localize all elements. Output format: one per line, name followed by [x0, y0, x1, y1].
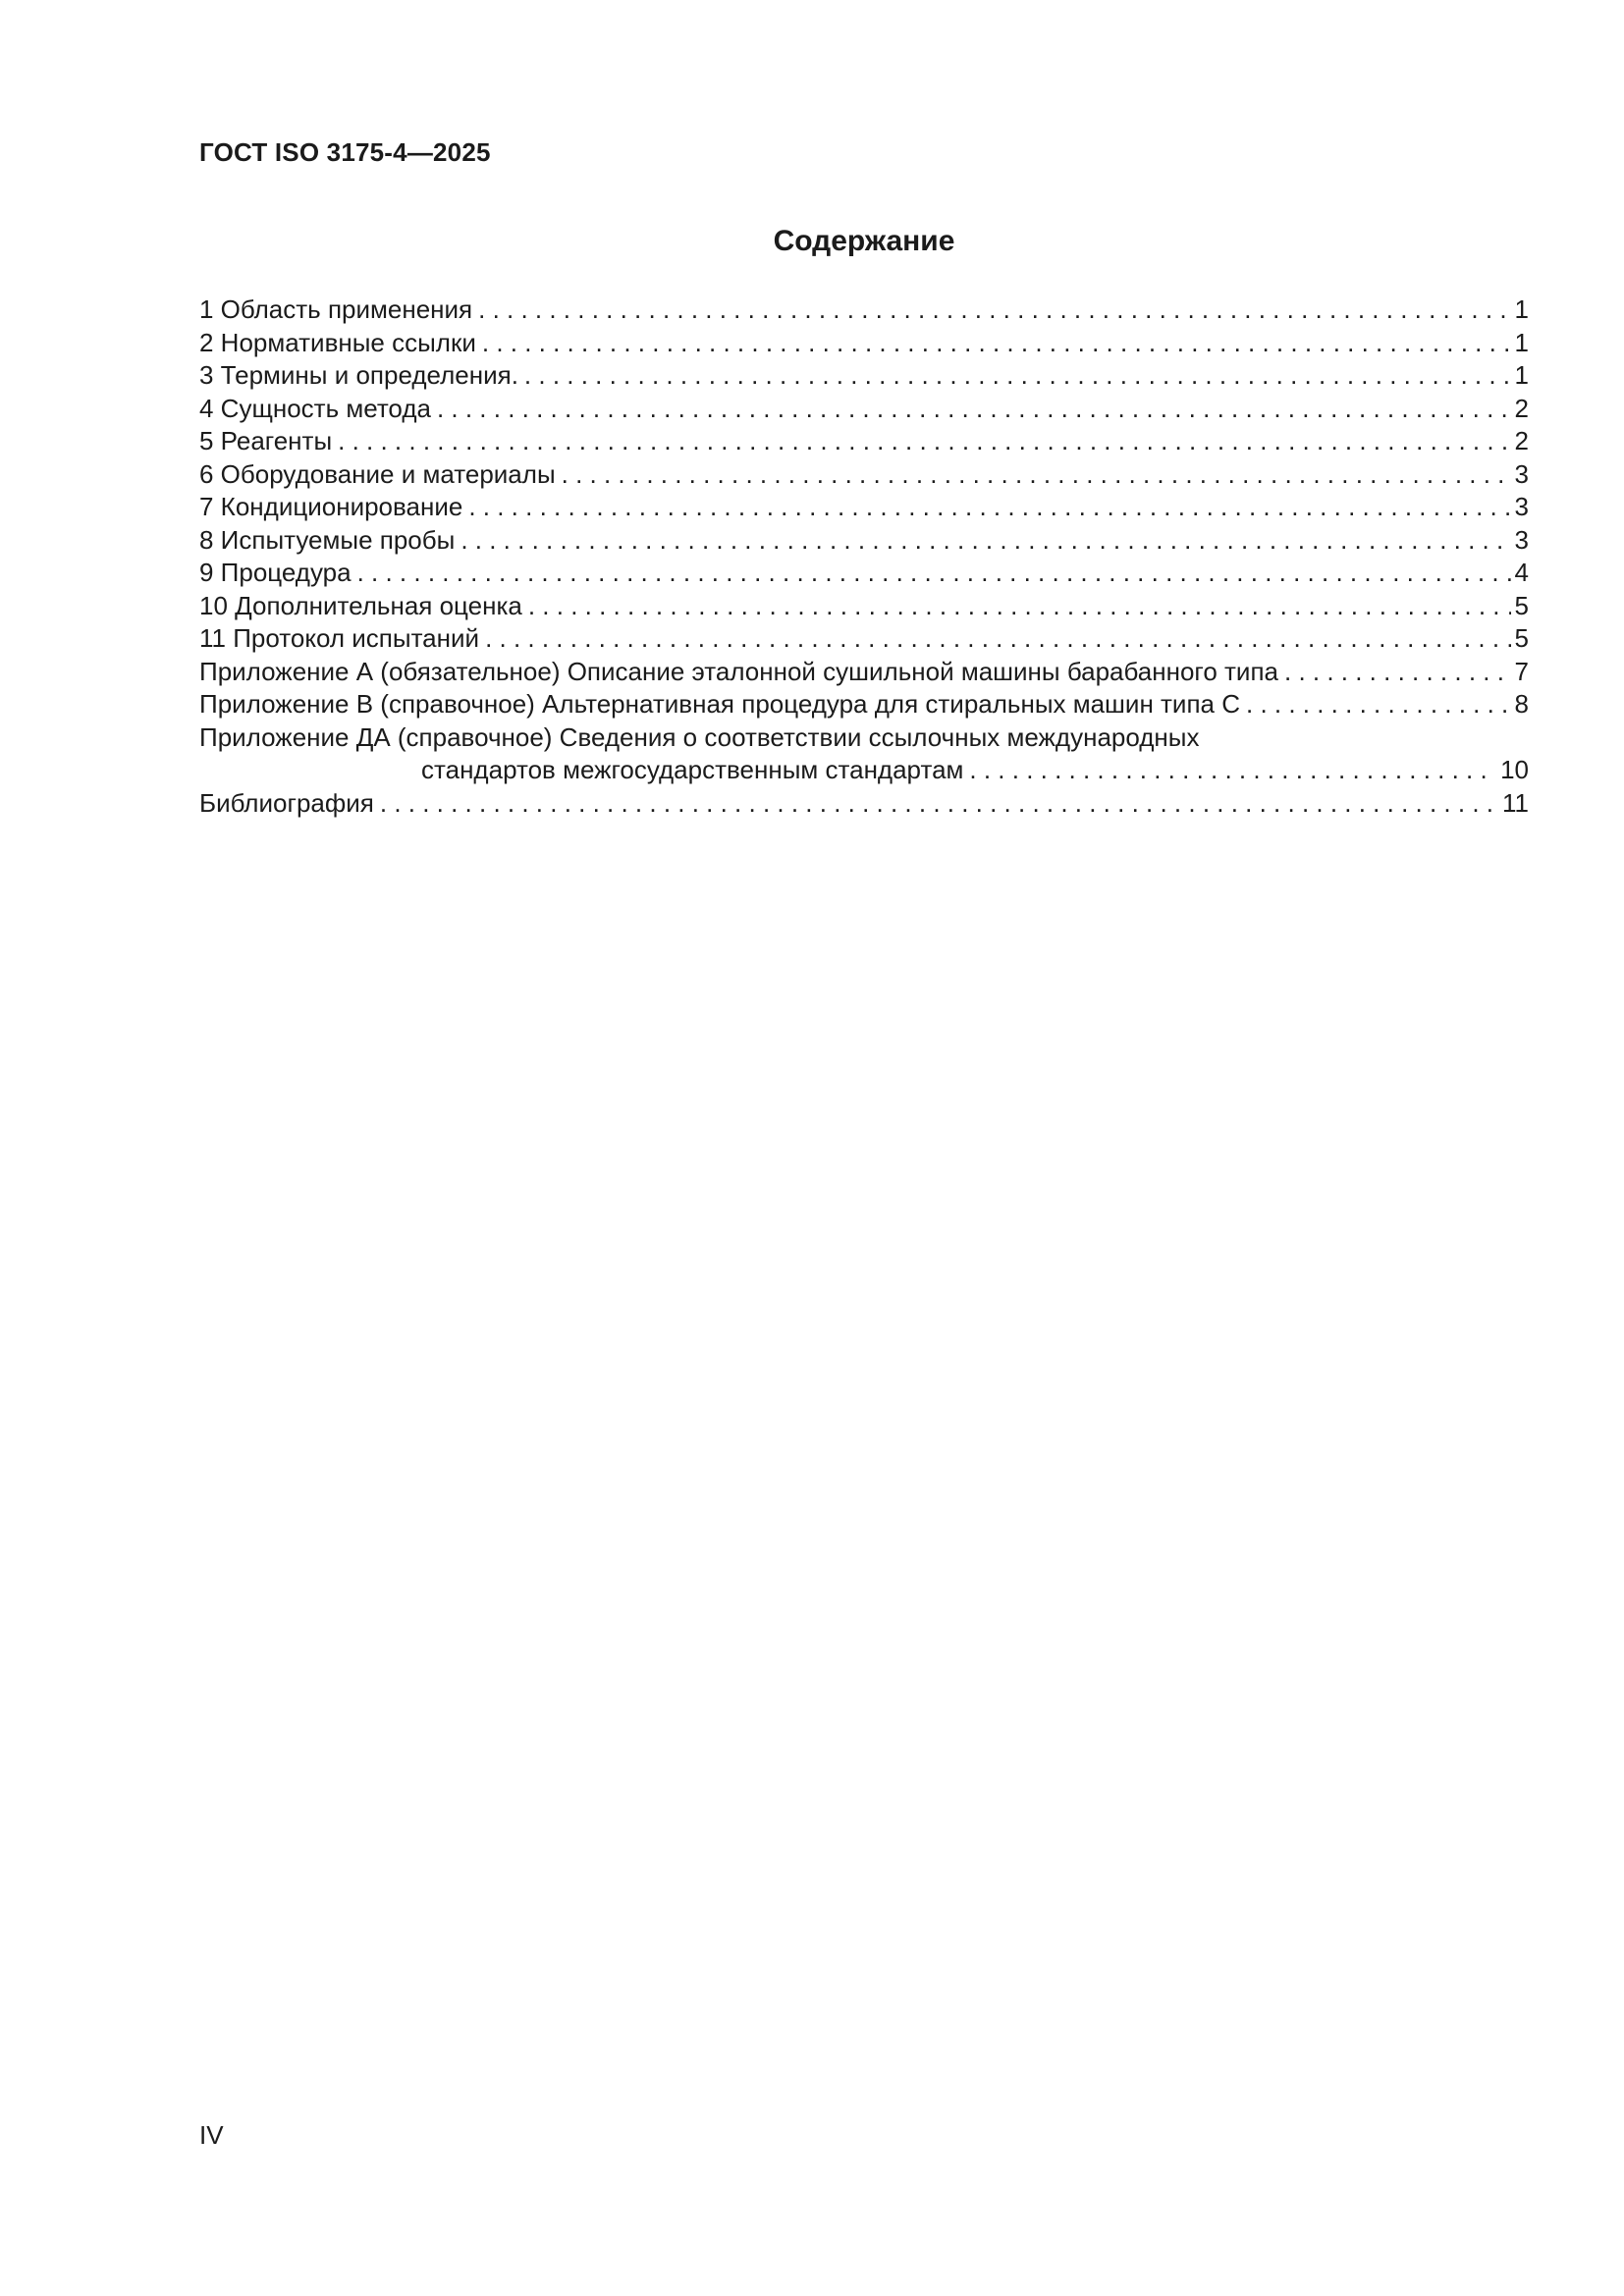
toc-entry-page: 11: [1502, 787, 1529, 818]
dot-leader: [437, 393, 1511, 426]
toc-entry: [199, 294, 1529, 327]
dot-leader: [524, 359, 1511, 393]
dot-leader: [528, 590, 1511, 623]
toc-entry-label: 10 Дополнительная оценка: [199, 590, 522, 620]
toc-entry-label: 3 Термины и определения.: [199, 360, 518, 390]
toc-entry-page: 2: [1514, 393, 1529, 423]
toc-entry-label: стандартов межгосударственным стандартам: [421, 755, 964, 784]
toc-entry-label: 7 Кондиционирование: [199, 492, 463, 521]
page-title: Содержание: [773, 225, 955, 257]
document-code: ГОСТ ISO 3175-4—2025: [199, 137, 491, 167]
toc-entry-page: 5: [1514, 590, 1529, 620]
dot-leader: [1284, 656, 1511, 689]
dot-leader: [1246, 688, 1511, 721]
toc-entry-continuation: [421, 754, 1529, 787]
toc-entry-page: 3: [1514, 524, 1529, 555]
dot-leader: [460, 524, 1510, 558]
dot-leader: [482, 327, 1511, 360]
toc-entry-page: 1: [1514, 327, 1529, 357]
toc-entry-page: 3: [1514, 492, 1529, 521]
table-of-contents: [199, 294, 1529, 820]
toc-entry-label: Приложение ДА (справочное) Сведения о соответствии ссылочных международных: [199, 721, 1200, 752]
toc-entry: [199, 327, 1529, 360]
dot-leader: [969, 754, 1496, 787]
toc-entry-page: 1: [1514, 294, 1529, 324]
toc-entry-label: 9 Процедура: [199, 558, 352, 587]
toc-entry: [199, 688, 1529, 721]
toc-entry-label: 4 Сущность метода: [199, 393, 431, 423]
toc-entry-label: 5 Реагенты: [199, 426, 333, 455]
dot-leader: [562, 458, 1511, 492]
toc-entry-label: 1 Область применения: [199, 294, 473, 324]
page-number: IV: [199, 2120, 224, 2150]
toc-entry: [199, 393, 1529, 426]
toc-entry: [199, 359, 1529, 393]
dot-leader: [485, 622, 1510, 656]
toc-entry-page: 7: [1514, 656, 1529, 686]
toc-entry: [199, 721, 1529, 755]
toc-entry-label: 2 Нормативные ссылки: [199, 327, 476, 357]
toc-entry: [199, 656, 1529, 689]
toc-entry-label: 6 Оборудование и материалы: [199, 458, 556, 489]
toc-entry: [199, 524, 1529, 558]
toc-entry-label: 11 Протокол испытаний: [199, 623, 480, 653]
toc-entry: [199, 590, 1529, 623]
toc-entry-page: 10: [1500, 755, 1529, 784]
toc-entry-label: Библиография: [199, 787, 374, 818]
toc-entry: [199, 557, 1529, 590]
toc-entry: [199, 491, 1529, 524]
toc-entry: [199, 425, 1529, 458]
toc-entry-page: 5: [1514, 623, 1529, 653]
toc-entry-page: 4: [1514, 558, 1529, 587]
dot-leader: [338, 425, 1510, 458]
toc-entry-label: Приложение В (справочное) Альтернативная процедура для стиральных машин типа С: [199, 689, 1240, 719]
dot-leader: [468, 491, 1510, 524]
toc-entry-page: 2: [1514, 426, 1529, 455]
toc-entry: [199, 787, 1529, 821]
toc-entry-page: 1: [1514, 360, 1529, 390]
toc-entry-page: 3: [1514, 458, 1529, 489]
toc-entry-page: 8: [1514, 689, 1529, 719]
toc-entry-label: Приложение А (обязательное) Описание эталонной сушильной машины барабанного типа: [199, 656, 1278, 686]
toc-entry: [199, 458, 1529, 492]
dot-leader: [380, 787, 1498, 821]
dot-leader: [478, 294, 1510, 327]
toc-entry-label: 8 Испытуемые пробы: [199, 524, 456, 555]
page-content: [199, 137, 1529, 820]
dot-leader: [357, 557, 1511, 590]
toc-entry: [199, 622, 1529, 656]
